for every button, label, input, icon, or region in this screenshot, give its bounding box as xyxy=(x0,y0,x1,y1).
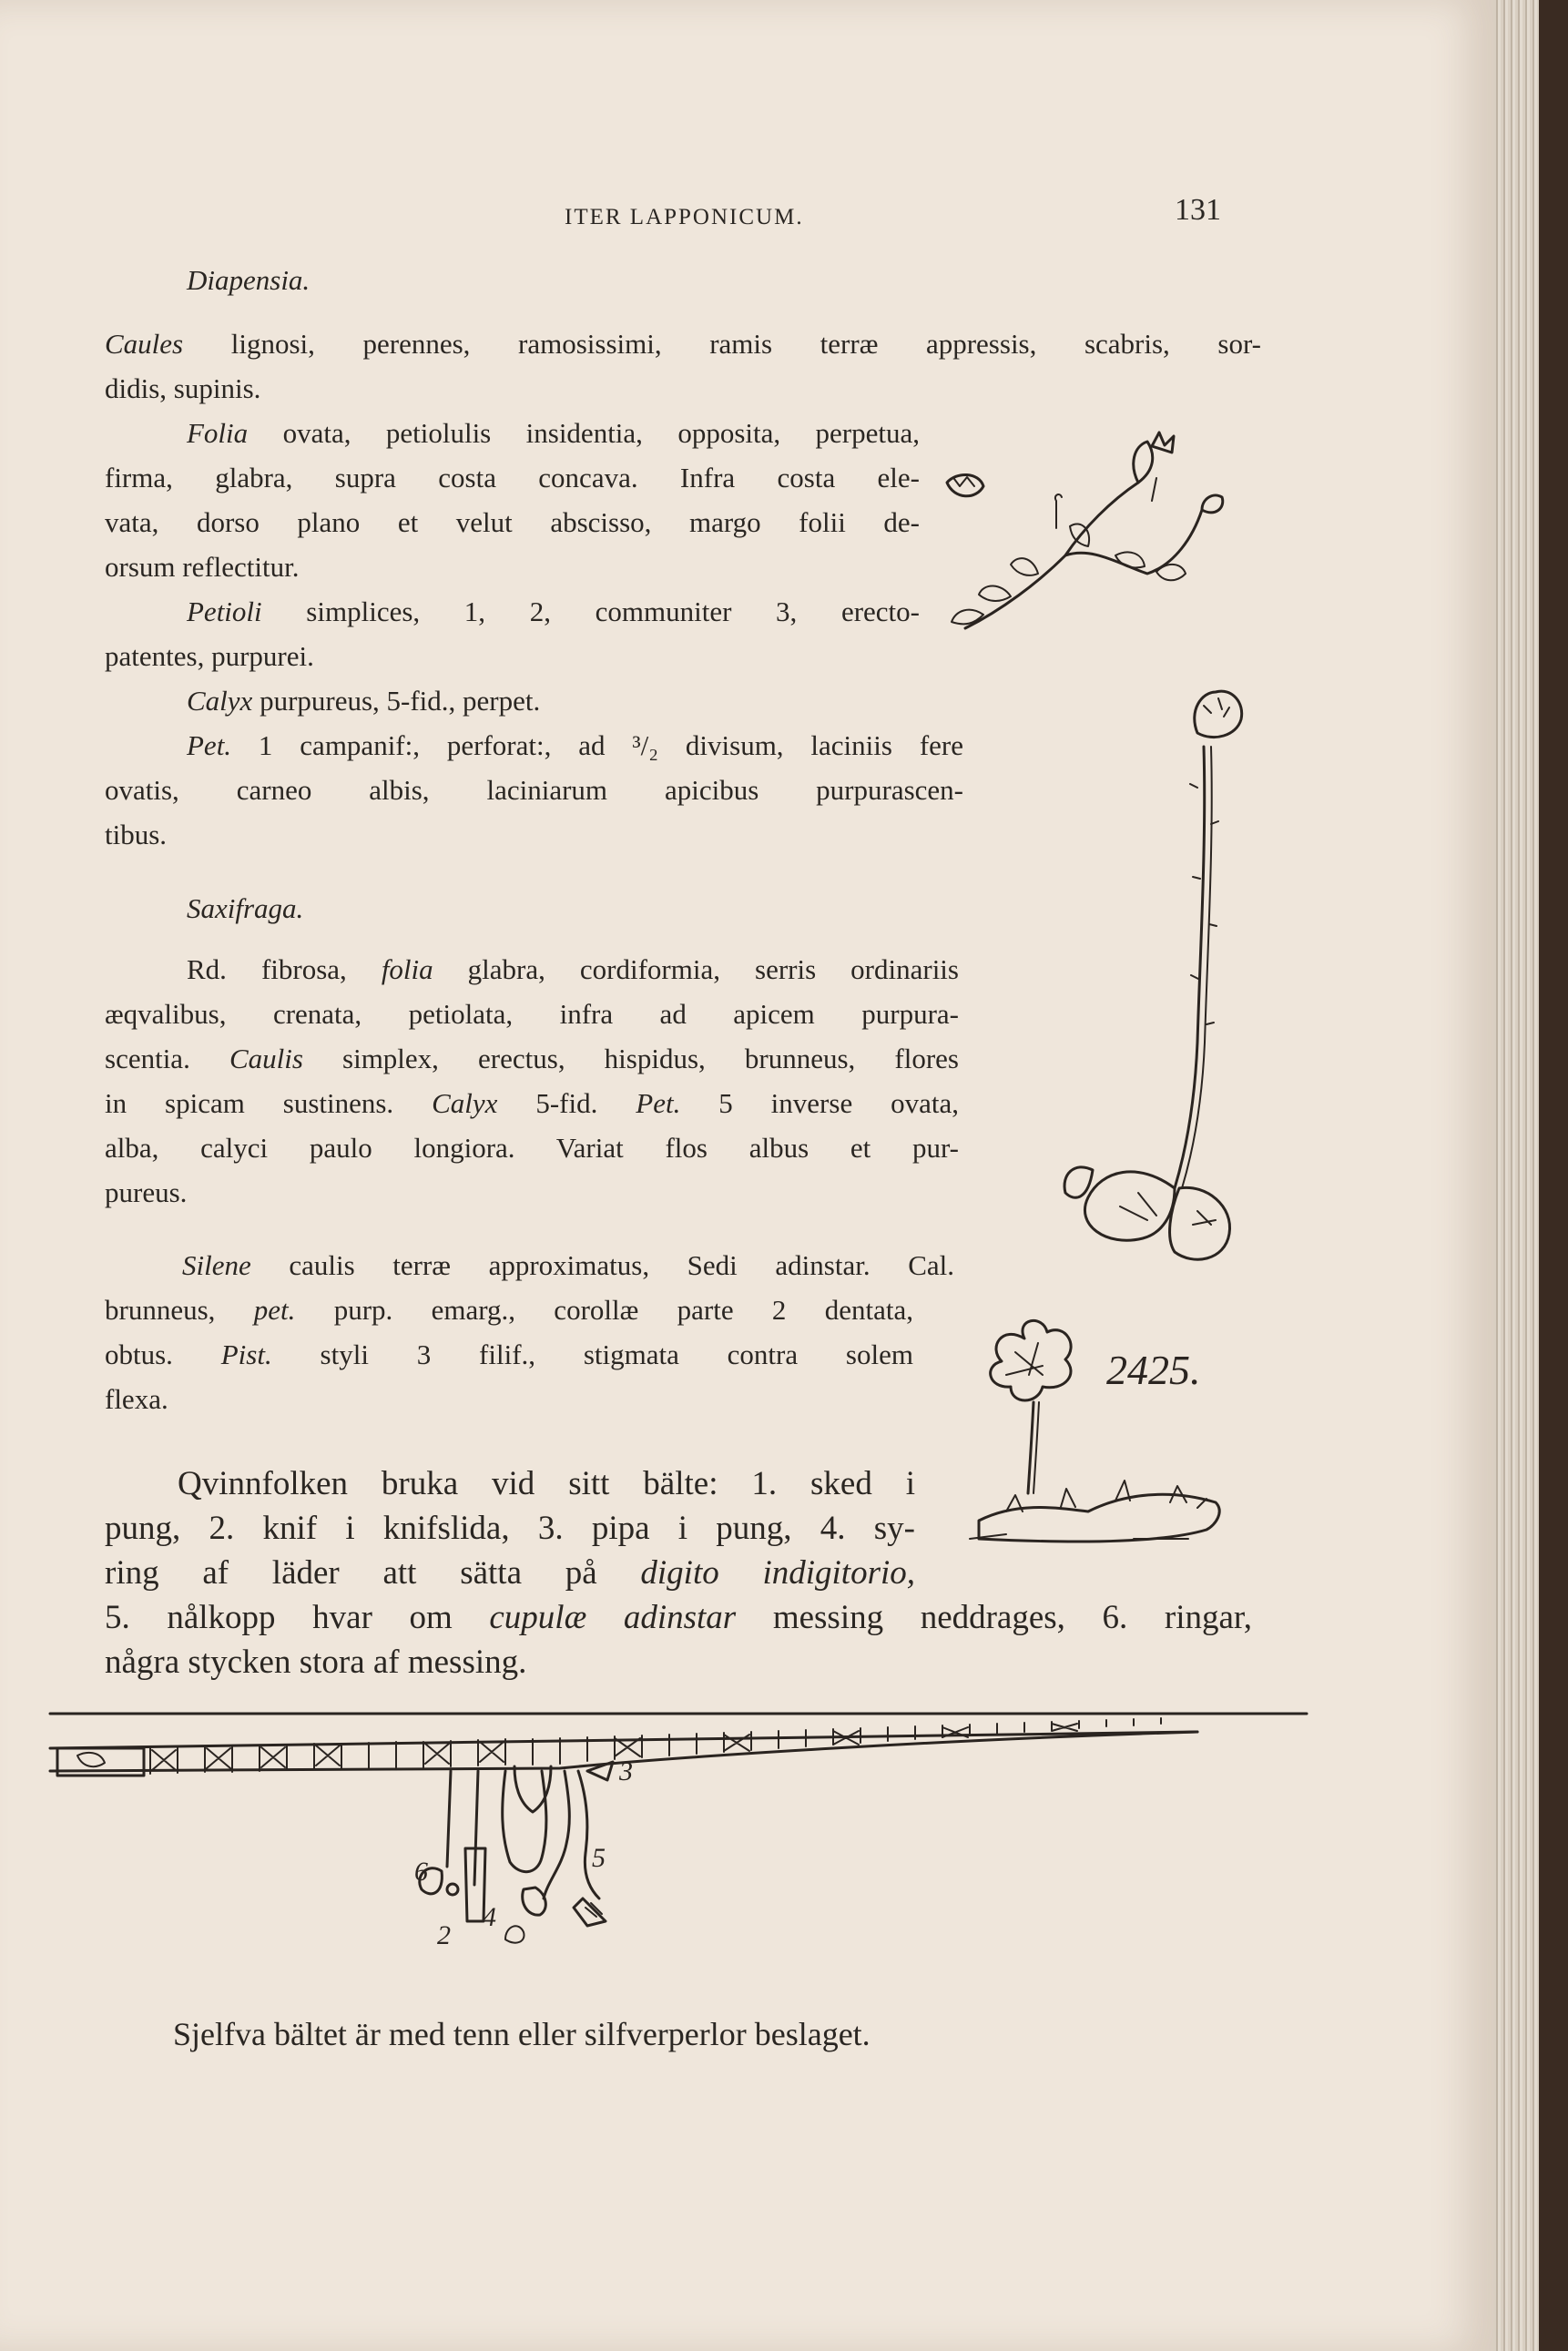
diapensia-pet-cont: ovatis, carneo albis, laciniarum apicibus purpurascen- tibus. xyxy=(105,774,963,850)
silene-illustration xyxy=(952,1302,1252,1566)
diapensia-petioli: Petioli simplices, 1, 2, communiter 3, erecto- xyxy=(187,595,920,627)
diapensia-line-1: didis, supinis. xyxy=(105,372,261,404)
saxifraga-body: æqvalibus, crenata, petiolata, infra ad apicem purpura- scentia. Caulis simplex, erectus, hispidus, brunneus, flores in spicam sustinens. Calyx 5-fid. Pet. 5 inverse ovata, alba, calyci paulo longiora. Variat flos albus et pur- pureus. xyxy=(105,998,959,1208)
diapensia-calyx: Calyx purpureus, 5-fid., perpet. xyxy=(187,685,541,717)
belt-label-6: 6 xyxy=(414,1857,428,1887)
diapensia-heading: Diapensia. xyxy=(187,264,311,296)
swedish-line-0: Qvinnfolken bruka vid sitt bälte: 1. sked i xyxy=(178,1465,915,1502)
diapensia-petioli-cont: patentes, purpurei. xyxy=(105,640,314,672)
belt-label-2: 2 xyxy=(437,1920,451,1950)
belt-label-5: 5 xyxy=(592,1843,606,1873)
silene-first: Silene caulis terræ approximatus, Sedi adinstar. Cal. xyxy=(182,1249,954,1281)
belt-caption: Sjelfva bältet är med tenn eller silfverperlor beslaget. xyxy=(173,2016,871,2052)
belt-label-3: 3 xyxy=(619,1756,633,1786)
saxifraga-heading: Saxifraga. xyxy=(187,892,304,924)
diapensia-folia: Folia ovata, petiolulis insidentia, opposita, perpetua, xyxy=(187,417,920,449)
swedish-lines-1-2: pung, 2. knif i knifslida, 3. pipa i pung, 4. sy- ring af läder att sätta på digito indigitorio, xyxy=(105,1510,916,1592)
diapensia-line-0: Caules lignosi, perennes, ramosissimi, ramis terræ appressis, scabris, sor- xyxy=(105,328,1261,360)
swedish-lines-3-4: 5. nålkopp hvar om cupulæ adinstar messing neddrages, 6. ringar, några stycken stora af messing. xyxy=(105,1599,1252,1681)
book-cover-edge xyxy=(1539,0,1568,2351)
saxifraga-illustration xyxy=(993,678,1247,1261)
handwritten-number-text: 2425. xyxy=(1106,1347,1201,1393)
diapensia-pet: Pet. 1 campanif:, perforat:, ad ³/₂ divisum, laciniis fere xyxy=(187,729,963,761)
diapensia-folia-cont: firma, glabra, supra costa concava. Infra costa ele- vata, dorso plano et velut abscisso, margo folii de- orsum reflectitur. xyxy=(105,462,920,583)
running-title: ITER LAPPONICUM. xyxy=(565,205,804,229)
belt-illustration xyxy=(50,1703,1307,1976)
diapensia-illustration xyxy=(929,428,1257,656)
silene-body: brunneus, pet. purp. emarg., corollæ parte 2 dentata, obtus. Pist. styli 3 filif., stigmata contra solem flexa. xyxy=(105,1294,913,1415)
saxifraga-first: Rd. fibrosa, folia glabra, cordiformia, serris ordinariis xyxy=(187,953,959,985)
handwritten-number xyxy=(1106,1343,1252,1398)
belt-label-4: 4 xyxy=(483,1902,496,1932)
page-number: 131 xyxy=(1175,193,1221,227)
